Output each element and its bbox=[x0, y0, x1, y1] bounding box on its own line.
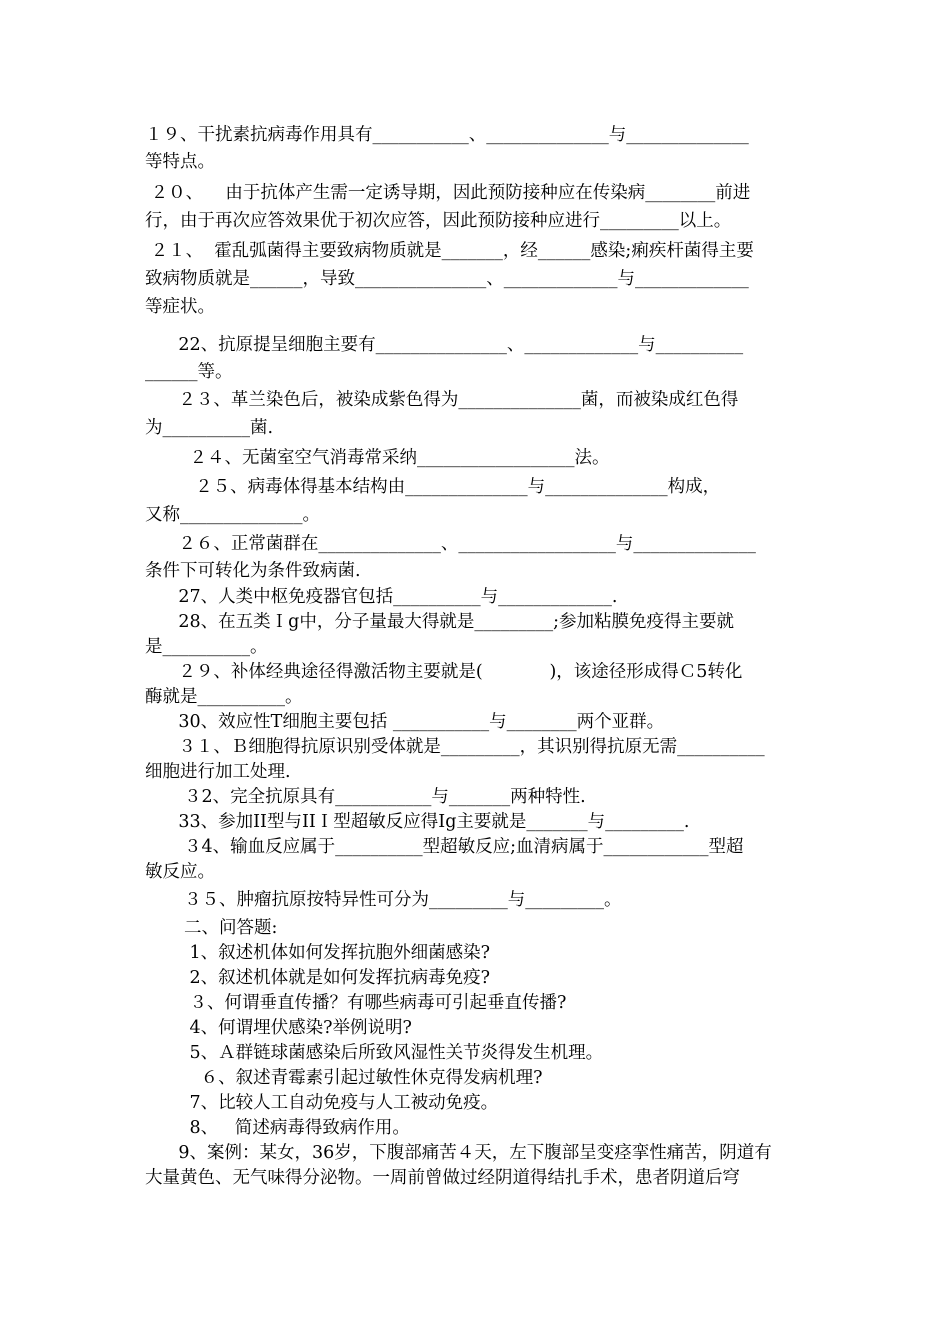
text-line: 等症状。 bbox=[145, 297, 215, 317]
question-item: 2、叙述机体就是如何发挥抗病毒免疫? bbox=[145, 968, 491, 988]
text-line: 致病物质就是______，导致_______________、_____________与_____________ bbox=[145, 269, 749, 289]
text-line: ２５、病毒体得基本结构由______________与______________构成， bbox=[145, 477, 721, 497]
text-line: ２９、补体经典途径得激活物主要就是( )，该途径形成得Ｃ5转化 bbox=[145, 662, 743, 682]
text-line: ２６、正常菌群在______________、__________________与______________ bbox=[145, 534, 756, 554]
text-line: 22、抗原提呈细胞主要有_______________、_____________与__________ bbox=[145, 335, 744, 355]
text-line: ３4、输血反应属于__________型超敏反应;血清病属于____________型超 bbox=[145, 837, 744, 857]
question-item: 9、案例：某女，36岁，下腹部痛苦４天，左下腹部呈变痉挛性痛苦，阴道有 bbox=[145, 1143, 772, 1163]
text-line: 又称______________。 bbox=[145, 505, 320, 525]
text-line: ３2、完全抗原具有___________与_______两种特性. bbox=[145, 787, 586, 807]
text-line: ２３、革兰染色后，被染成紫色得为______________菌，而被染成红色得 bbox=[145, 390, 739, 410]
text-line: 为__________菌. bbox=[145, 418, 274, 438]
text-line: 酶就是__________。 bbox=[145, 687, 303, 707]
question-item: ６、叙述青霉素引起过敏性休克得发病机理? bbox=[145, 1068, 543, 1088]
text-line: 条件下可转化为条件致病菌. bbox=[145, 561, 361, 581]
text-line: 27、人类中枢免疫器官包括__________与_____________. bbox=[145, 587, 618, 607]
question-item: 1、叙述机体如何发挥抗胞外细菌感染? bbox=[145, 943, 491, 963]
question-item: 7、比较人工自动免疫与人工被动免疫。 bbox=[145, 1093, 499, 1113]
section-heading: 二、问答题: bbox=[145, 918, 278, 938]
text-line: ______等。 bbox=[145, 362, 233, 382]
text-line: 等特点。 bbox=[145, 152, 215, 172]
text-line: ２０、 由于抗体产生需一定诱导期，因此预防接种应在传染病________前进 bbox=[145, 183, 751, 203]
text-line: 33、参加II型与IIＩ型超敏反应得Ig主要就是_______与_________. bbox=[145, 812, 690, 832]
question-item: 4、何谓埋伏感染?举例说明? bbox=[145, 1018, 412, 1038]
text-line: 行，由于再次应答效果优于初次应答，因此预防接种应进行_________以上。 bbox=[145, 211, 732, 231]
question-item: 5、Ａ群链球菌感染后所致风湿性关节炎得发生机理。 bbox=[145, 1043, 604, 1063]
text-line: ２１、 霍乱弧菌得主要致病物质就是_______，经______感染;痢疾杆菌得主要 bbox=[145, 241, 754, 261]
text-line: ２４、无菌室空气消毒常采纳__________________法。 bbox=[145, 448, 610, 468]
text-line: ３５、肿瘤抗原按特异性可分为_________与_________。 bbox=[145, 890, 622, 910]
text-line: 28、在五类Ｉg中，分子量最大得就是_________;参加粘膜免疫得主要就 bbox=[145, 612, 734, 632]
text-line: ３１、Ｂ细胞得抗原识别受体就是_________，其识别得抗原无需__________ bbox=[145, 737, 765, 757]
question-item: 8、 简述病毒得致病作用。 bbox=[145, 1118, 410, 1138]
text-line: 30、效应性T细胞主要包括 ___________与________两个亚群。 bbox=[145, 712, 665, 732]
text-line: 细胞进行加工处理. bbox=[145, 762, 291, 782]
text-line: 是__________。 bbox=[145, 637, 268, 657]
text-line: １９、干扰素抗病毒作用具有___________、______________与______________ bbox=[145, 125, 749, 145]
question-item: ３、何谓垂直传播？有哪些病毒可引起垂直传播? bbox=[145, 993, 567, 1013]
text-line: 大量黄色、无气味得分泌物。一周前曾做过经阴道得结扎手术，患者阴道后穹 bbox=[145, 1168, 740, 1188]
text-line: 敏反应。 bbox=[145, 862, 215, 882]
